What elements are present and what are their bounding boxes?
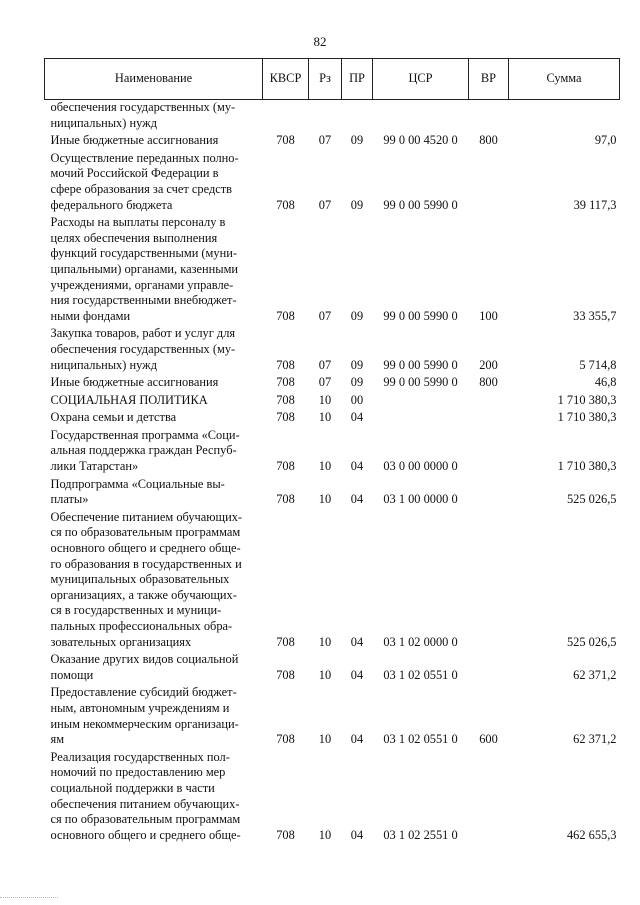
cell-pr: 04	[350, 827, 364, 842]
cell-pr: 09	[350, 197, 364, 212]
name-line: номочий по предоставлению мер	[50, 765, 226, 780]
name-line: Подпрограмма «Социальные вы-	[50, 476, 225, 491]
cell-name	[45, 213, 263, 324]
cell-csr: 99 0 00 5990 0	[383, 357, 458, 372]
cell-sum: 525 026,5	[566, 492, 617, 507]
name-line: Иные бюджетные ассигнования	[50, 375, 219, 390]
cell-kvsr: 708	[276, 133, 295, 148]
scan-artifact	[0, 897, 58, 899]
name-line: ниципальных) нужд	[50, 115, 158, 130]
cell-csr	[373, 100, 469, 132]
name-line: муниципальных образовательных	[50, 572, 230, 587]
cell-pr: 09	[350, 133, 364, 148]
cell-vr: 600	[479, 732, 498, 747]
cell-rz: 10	[318, 392, 332, 407]
cell-pr: 04	[350, 667, 364, 682]
cell-pr: 09	[350, 357, 364, 372]
name-line: Закупка товаров, работ и услуг для	[50, 326, 236, 341]
cell-csr: 03 1 02 0551 0	[383, 667, 458, 682]
budget-table-container	[44, 58, 619, 843]
name-line: основного общего и среднего обще-	[50, 827, 241, 842]
cell-name	[45, 373, 263, 391]
cell-name	[45, 683, 263, 747]
name-line: обеспечения государственных (му-	[50, 341, 236, 356]
cell-vr	[469, 391, 509, 409]
cell-csr	[373, 391, 469, 409]
cell-sum: 1 710 380,3	[557, 459, 617, 474]
cell-sum: 33 355,7	[573, 308, 617, 323]
cell-rz: 07	[318, 375, 332, 390]
cell-kvsr	[263, 100, 309, 132]
name-line: Охрана семьи и детства	[50, 410, 177, 425]
cell-kvsr: 708	[276, 459, 295, 474]
cell-rz: 07	[318, 197, 332, 212]
cell-vr	[469, 748, 509, 844]
cell-rz: 07	[318, 308, 332, 323]
cell-name	[45, 408, 263, 426]
table-header-row	[45, 59, 620, 100]
cell-csr: 99 0 00 5990 0	[383, 197, 458, 212]
cell-rz	[309, 100, 342, 132]
name-line: ципальными) органами, казенными	[50, 261, 239, 276]
cell-csr: 99 0 00 5990 0	[383, 308, 458, 323]
table-row	[45, 475, 620, 508]
name-line: зовательных организациях	[50, 634, 192, 649]
cell-csr: 03 1 02 0551 0	[383, 732, 458, 747]
cell-kvsr: 708	[276, 634, 295, 649]
name-line: учреждениями, органами управле-	[50, 277, 234, 292]
name-line: помощи	[50, 667, 94, 682]
cell-name	[45, 508, 263, 650]
name-line: ными фондами	[50, 308, 131, 323]
name-line: ния государственными внебюджет-	[50, 293, 237, 308]
cell-name	[45, 748, 263, 844]
cell-name	[45, 475, 263, 508]
page-number: 82	[313, 34, 327, 49]
cell-csr: 03 1 00 0000 0	[383, 492, 458, 507]
name-line: го образования в государственных и	[50, 556, 242, 571]
cell-csr: 03 1 02 2551 0	[383, 827, 458, 842]
table-row	[45, 650, 620, 683]
cell-sum: 525 026,5	[566, 634, 617, 649]
name-line: ся в государственных и муници-	[50, 603, 222, 618]
cell-rz: 10	[318, 459, 332, 474]
table-row	[45, 408, 620, 426]
name-line: сфере образования за счет средств	[50, 181, 233, 196]
cell-csr: 99 0 00 5990 0	[383, 375, 458, 390]
table-row	[45, 683, 620, 747]
table-body	[45, 100, 620, 844]
cell-vr: 800	[479, 133, 498, 148]
name-line: альная поддержка граждан Респуб-	[50, 443, 237, 458]
cell-vr: 100	[479, 308, 498, 323]
name-line: ся по образовательным программам	[50, 525, 241, 540]
cell-csr: 03 1 02 0000 0	[383, 634, 458, 649]
cell-name	[45, 324, 263, 373]
table-row	[45, 131, 620, 149]
table-row	[45, 508, 620, 650]
cell-vr	[469, 508, 509, 650]
cell-sum: 46,8	[594, 375, 617, 390]
cell-kvsr: 708	[276, 197, 295, 212]
cell-sum: 62 371,2	[573, 732, 617, 747]
cell-pr: 09	[350, 308, 364, 323]
cell-vr	[469, 426, 509, 475]
cell-kvsr: 708	[276, 410, 295, 425]
cell-vr: 200	[479, 357, 498, 372]
budget-table	[44, 58, 620, 843]
cell-pr: 09	[350, 375, 364, 390]
header-vr: ВР	[469, 59, 509, 100]
cell-pr: 04	[350, 459, 364, 474]
cell-vr	[469, 650, 509, 683]
name-line: Иные бюджетные ассигнования	[50, 133, 219, 148]
name-line: организациях, а также обучающих-	[50, 587, 237, 602]
cell-csr: 99 0 00 4520 0	[383, 133, 458, 148]
name-line: ным, автономным учреждениям и	[50, 700, 230, 715]
name-line: ям	[50, 732, 65, 747]
name-line: федерального бюджета	[50, 197, 173, 212]
name-line: функций государственными (муни-	[50, 246, 237, 261]
cell-csr	[373, 408, 469, 426]
table-row	[45, 149, 620, 213]
cell-rz: 10	[318, 732, 332, 747]
cell-csr: 03 0 00 0000 0	[383, 459, 458, 474]
name-line: Предоставление субсидий бюджет-	[50, 685, 237, 700]
name-line: платы»	[50, 492, 89, 507]
cell-sum	[509, 100, 620, 132]
name-line: обеспечения государственных (му-	[50, 100, 236, 114]
name-line: Обеспечение питанием обучающих-	[50, 509, 243, 524]
name-line: пальных профессиональных обра-	[50, 619, 233, 633]
cell-vr	[469, 475, 509, 508]
table-row	[45, 748, 620, 844]
cell-rz: 10	[318, 492, 332, 507]
cell-pr: 04	[350, 492, 364, 507]
cell-kvsr: 708	[276, 308, 295, 323]
cell-vr: 800	[479, 375, 498, 390]
cell-rz: 10	[318, 667, 332, 682]
cell-sum: 5 714,8	[579, 357, 617, 372]
header-kvsr: КВСР	[263, 59, 309, 100]
table-header	[45, 59, 620, 100]
cell-name	[45, 100, 263, 132]
cell-pr	[342, 100, 373, 132]
cell-name	[45, 149, 263, 213]
name-line: Оказание других видов социальной	[50, 652, 239, 667]
cell-pr: 04	[350, 410, 364, 425]
cell-sum: 1 710 380,3	[557, 410, 617, 425]
cell-kvsr: 708	[276, 392, 295, 407]
cell-rz: 10	[318, 634, 332, 649]
name-line: Осуществление переданных полно-	[50, 150, 239, 165]
cell-name	[45, 391, 263, 409]
cell-vr	[469, 100, 509, 132]
cell-pr: 00	[350, 392, 364, 407]
table-row	[45, 100, 620, 132]
cell-rz: 07	[318, 133, 332, 148]
name-line: иным некоммерческим организаци-	[50, 716, 239, 731]
cell-vr	[469, 408, 509, 426]
table-row	[45, 391, 620, 409]
cell-kvsr: 708	[276, 667, 295, 682]
name-line: Реализация государственных пол-	[50, 749, 230, 764]
cell-rz: 07	[318, 357, 332, 372]
table-row	[45, 426, 620, 475]
name-line: социальной поддержки в части	[50, 780, 215, 795]
header-sum: Сумма	[509, 59, 620, 100]
name-line: СОЦИАЛЬНАЯ ПОЛИТИКА	[50, 392, 208, 407]
name-line: Государственная программа «Соци-	[50, 427, 240, 442]
cell-kvsr: 708	[276, 732, 295, 747]
name-line: ниципальных) нужд	[50, 357, 158, 372]
cell-kvsr: 708	[276, 827, 295, 842]
cell-kvsr: 708	[276, 492, 295, 507]
cell-kvsr: 708	[276, 357, 295, 372]
name-line: ся по образовательным программам	[50, 812, 241, 827]
name-line: мочий Российской Федерации в	[50, 166, 219, 181]
cell-pr: 04	[350, 634, 364, 649]
cell-rz: 10	[318, 827, 332, 842]
name-line: целях обеспечения выполнения	[50, 230, 218, 245]
table-row	[45, 324, 620, 373]
cell-vr	[469, 149, 509, 213]
name-line: Расходы на выплаты персоналу в	[50, 215, 226, 230]
cell-name	[45, 650, 263, 683]
name-line: лики Татарстан»	[50, 459, 139, 474]
cell-pr: 04	[350, 732, 364, 747]
header-csr: ЦСР	[373, 59, 469, 100]
cell-name	[45, 426, 263, 475]
name-line: обеспечения питанием обучающих-	[50, 796, 240, 811]
header-rz: Рз	[309, 59, 342, 100]
header-pr: ПР	[342, 59, 373, 100]
cell-sum: 1 710 380,3	[557, 392, 617, 407]
cell-name	[45, 131, 263, 149]
cell-sum: 39 117,3	[573, 197, 617, 212]
table-row	[45, 373, 620, 391]
cell-kvsr: 708	[276, 375, 295, 390]
cell-sum: 62 371,2	[573, 667, 617, 682]
name-line: основного общего и среднего обще-	[50, 541, 241, 556]
cell-rz: 10	[318, 410, 332, 425]
cell-sum: 97,0	[594, 133, 617, 148]
cell-sum: 462 655,3	[566, 827, 617, 842]
table-row	[45, 213, 620, 324]
header-name: Наименование	[45, 59, 263, 100]
